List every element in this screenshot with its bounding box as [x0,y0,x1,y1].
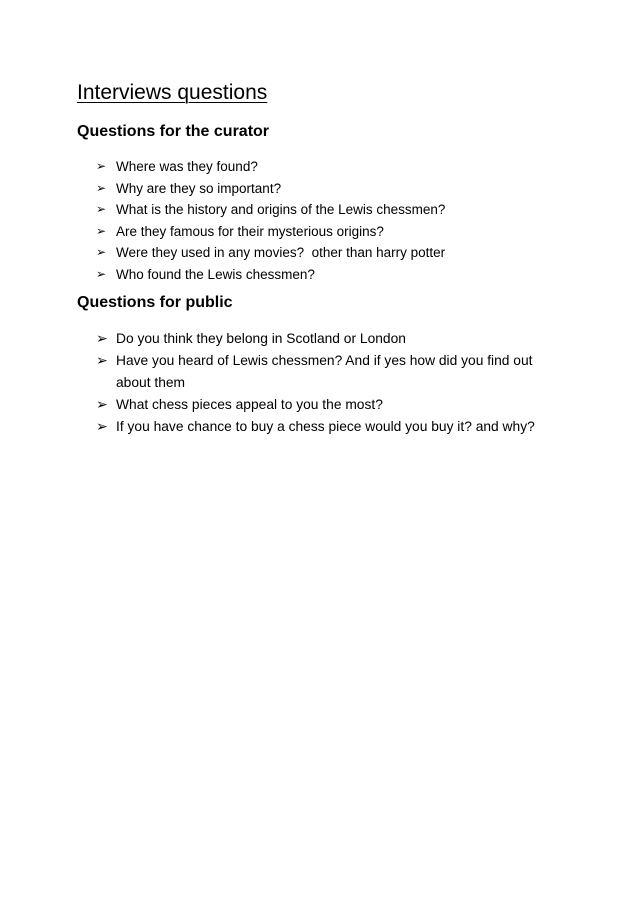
arrow-bullet-icon: ➢ [96,180,107,195]
list-item [96,416,566,438]
list-item [96,350,566,394]
arrow-bullet-icon: ➢ [96,245,107,259]
list-item [96,199,566,221]
arrow-bullet-icon: ➢ [96,397,108,413]
arrow-bullet-icon: ➢ [96,353,108,369]
question-text: If you have chance to buy a chess piece would you buy it? and why? [116,419,535,434]
arrow-bullet-icon: ➢ [96,202,107,216]
curator-question-list [96,156,566,285]
question-text: Who found the Lewis chessmen? [116,266,315,282]
public-question-list [96,328,566,438]
arrow-bullet-icon: ➢ [96,223,107,238]
section-heading-curator: Questions for the curator [77,123,270,140]
list-item [96,242,566,264]
arrow-bullet-icon: ➢ [96,419,108,435]
arrow-bullet-icon: ➢ [96,159,107,173]
section-heading-public: Questions for public [77,294,233,311]
list-item [96,156,566,178]
document-title: Interviews questions [77,81,268,104]
question-text: What is the history and origins of the Lewis chessmen? [116,202,446,217]
question-text: Are they famous for their mysterious origins? [116,223,384,239]
question-text: Why are they so important? [116,180,282,196]
list-item [96,394,566,416]
arrow-bullet-icon: ➢ [96,266,107,281]
list-item [96,178,566,200]
list-item [96,221,566,243]
list-item [96,264,566,286]
question-text: Do you think they belong in Scotland or London [116,331,406,346]
question-text: What chess pieces appeal to you the most? [116,397,383,412]
list-item [96,328,566,350]
arrow-bullet-icon: ➢ [96,331,108,347]
question-text: Where was they found? [116,159,258,174]
question-text: Have you heard of Lewis chessmen? And if yes how did you find out about them [116,353,533,390]
question-text: Were they used in any movies? other than harry potter [116,245,446,260]
